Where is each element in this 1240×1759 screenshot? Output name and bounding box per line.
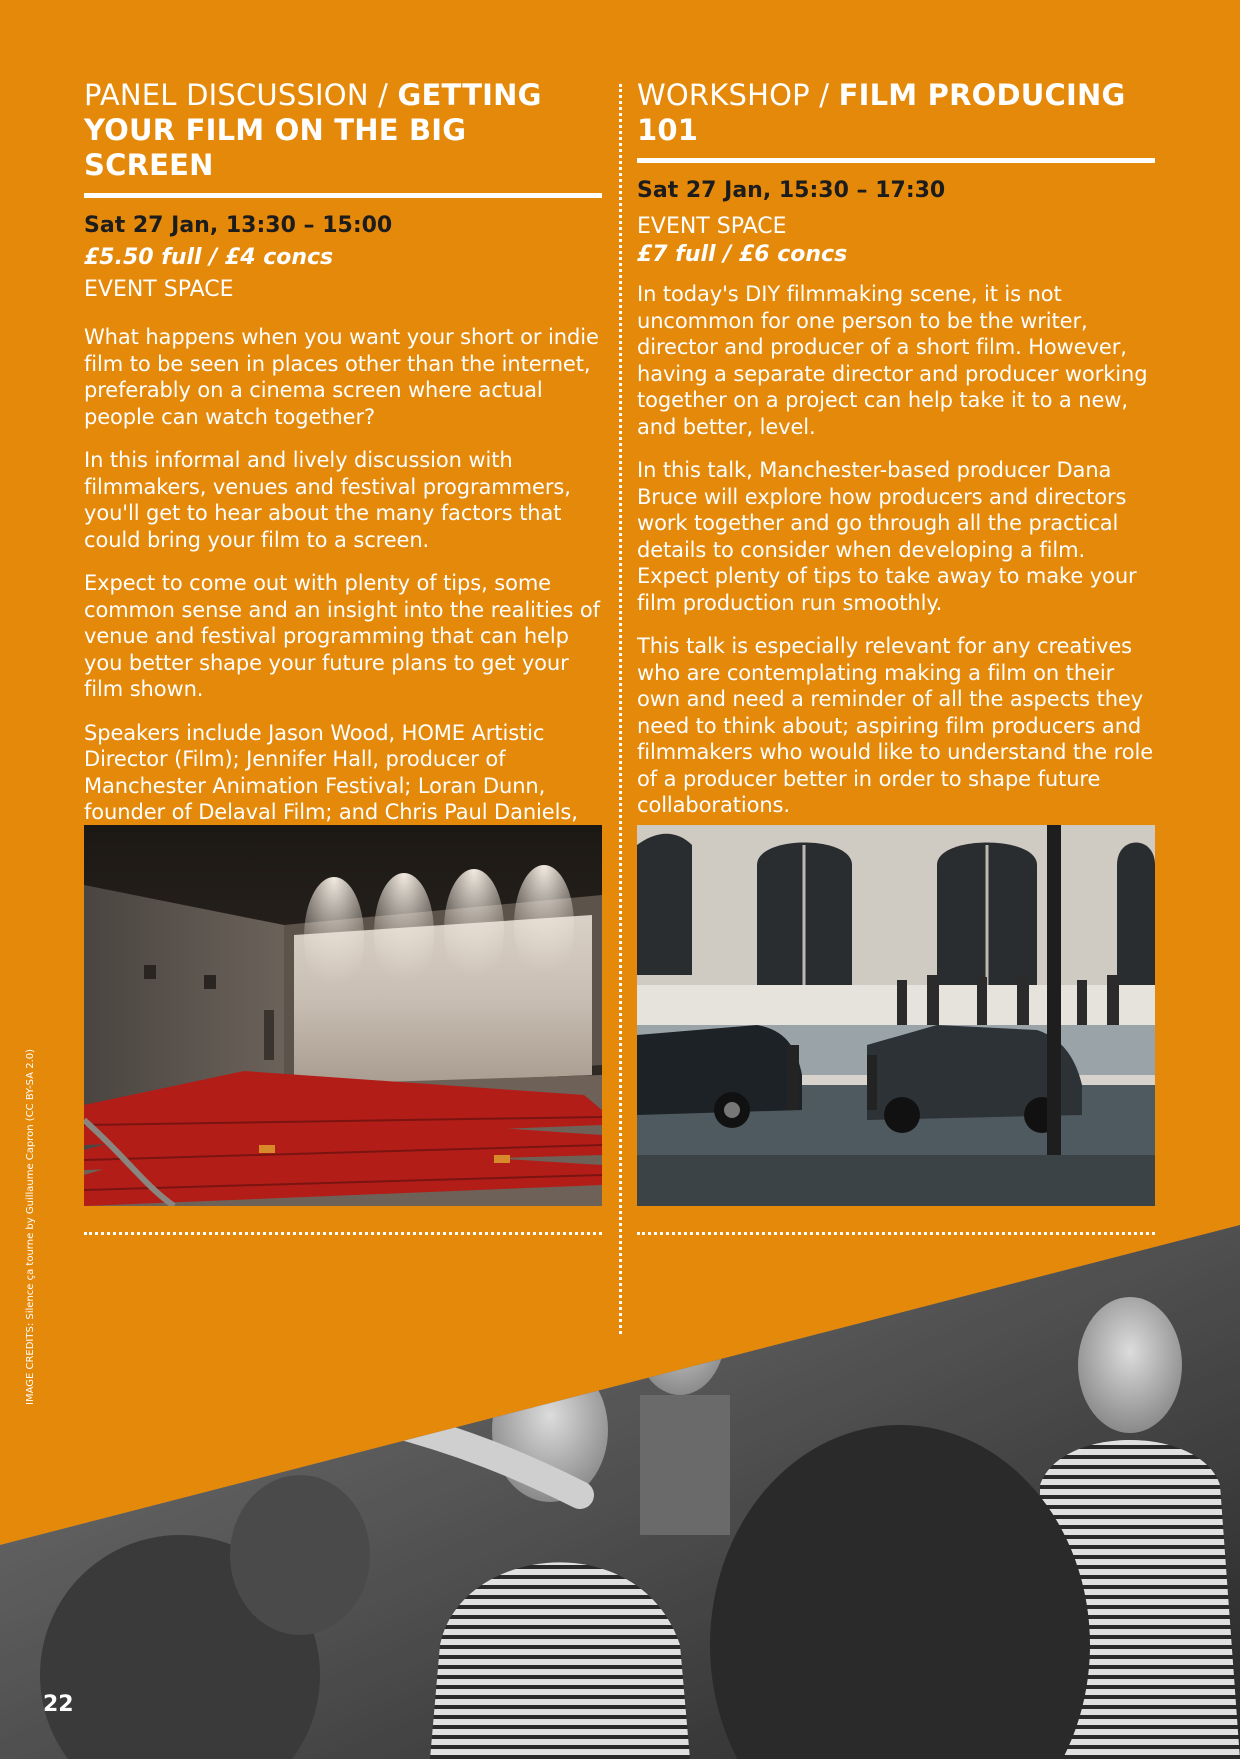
heading-prefix: PANEL DISCUSSION / [84,78,398,112]
event-price: £7 full / £6 concs [637,242,848,267]
event-description: In this talk, Manchester-based producer Dana Bruce will explore how producers and directors work together and go through all the practical details to consider when developing a film. Expect plenty of tips to take away to make your film production run smoothly. [637,458,1137,615]
heading-title: FILM PRODUCING 101 [637,78,1126,147]
heading-prefix: WORKSHOP / [637,78,839,112]
speakers-paragraph: Speakers include Jason Wood, HOME Artistic Director (Film); Jennifer Hall, producer of Manchester Animation Festival; Loran Dunn, founder of Delaval Film; and Chris Paul Daniels, [84,720,578,824]
column-divider [619,84,622,1334]
page-number: 22 [43,1692,74,1717]
panel-discussion-heading [84,78,602,183]
workshop-section [637,78,1155,819]
cinema-auditorium-photo [84,825,602,1206]
workshop-people-photo [0,1225,1240,1759]
heading-rule [637,158,1155,163]
event-date: Sat 27 Jan, 15:30 – 17:30 [637,178,946,203]
event-description: This talk is especially relevant for any creatives who are contemplating making a film on their own and need a reminder of all the aspects they need to think about; aspiring film producers and filmmakers who would like to understand the role of a producer better in order to shape future collaborations. [637,634,1154,817]
heading-title: GETTING YOUR FILM ON THE BIG SCREEN [84,78,542,182]
street-film-shoot-photo [637,825,1155,1206]
event-venue: EVENT SPACE [84,277,234,302]
panel-discussion-section [84,78,602,852]
event-venue: EVENT SPACE [637,214,787,239]
event-description: What happens when you want your short or indie film to be seen in places other than the internet, preferably on a cinema screen where actual people can watch together? [84,325,599,429]
event-description: Expect to come out with plenty of tips, some common sense and an insight into the realities of venue and festival programming that can help you better shape your future plans to get your film shown. [84,571,600,701]
event-price: £5.50 full / £4 concs [84,245,334,270]
event-description: In today's DIY filmmaking scene, it is not uncommon for one person to be the writer, director and producer of a short film. However, having a separate director and producer working together on a project can help take it to a new, and better, level. [637,282,1148,439]
event-description: In this informal and lively discussion with filmmakers, venues and festival programmers, you'll get to hear about the many factors that could bring your film to a screen. [84,448,571,552]
event-date: Sat 27 Jan, 13:30 – 15:00 [84,213,393,238]
workshop-heading [637,78,1155,148]
heading-rule [84,193,602,198]
image-credit: IMAGE CREDITS: Silence ça tourne by Guillaume Capron (CC BY-SA 2.0) [25,1048,36,1405]
